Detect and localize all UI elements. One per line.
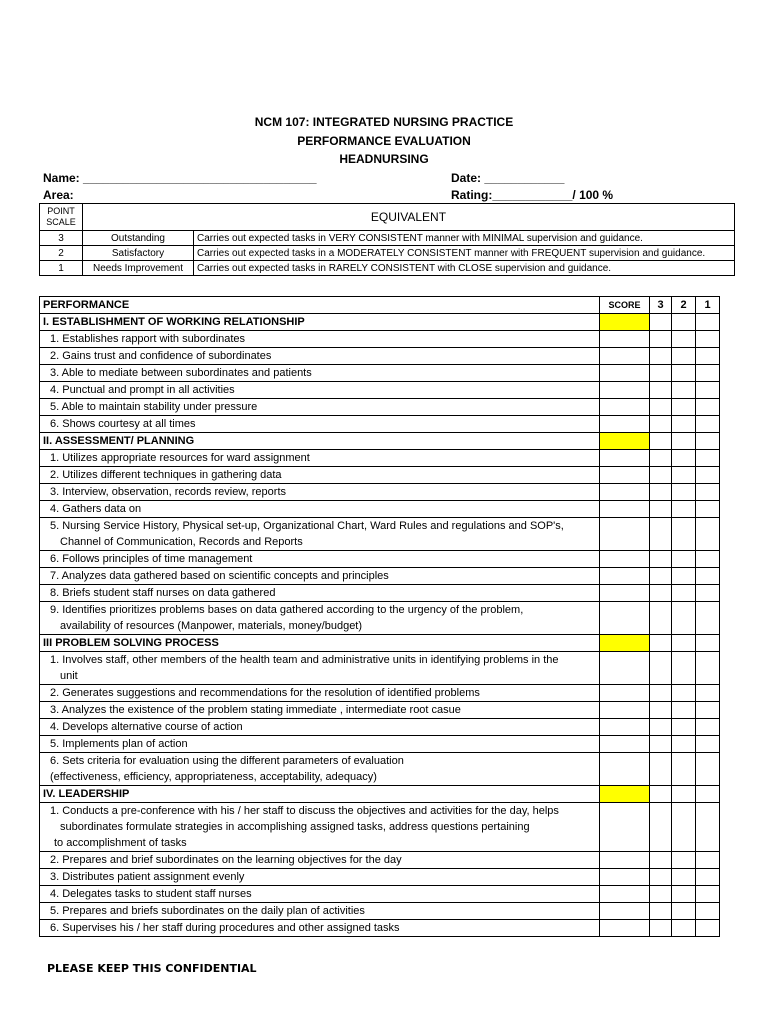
rating-cell-3[interactable]: [650, 903, 672, 920]
table-row: [40, 886, 720, 903]
rating-cell-2[interactable]: [672, 518, 696, 551]
rating-cell-1[interactable]: [696, 685, 720, 702]
criterion-continuation: Channel of Communication, Records and Reports: [60, 536, 303, 548]
score-cell[interactable]: [600, 416, 650, 433]
score-cell[interactable]: [600, 869, 650, 886]
rating-cell-1[interactable]: [696, 467, 720, 484]
score-cell[interactable]: [600, 501, 650, 518]
score-cell[interactable]: [600, 602, 650, 635]
criterion: 3. Able to mediate between subordinates and patients: [40, 365, 600, 382]
table-row: [40, 652, 720, 685]
table-row: [40, 501, 720, 518]
rating-cell-1[interactable]: [696, 736, 720, 753]
rating-cell-1[interactable]: [696, 416, 720, 433]
rating-cell-2[interactable]: [672, 501, 696, 518]
criterion: 3. Distributes patient assignment evenly: [40, 869, 600, 886]
rating-field[interactable]: Rating:____________/ 100 %: [451, 188, 614, 202]
score-header: SCORE: [600, 297, 650, 314]
score-cell[interactable]: [600, 365, 650, 382]
criterion-continuation: availability of resources (Manpower, materials, money/budget): [60, 620, 363, 632]
rating-cell-1[interactable]: [696, 702, 720, 719]
confidential-notice: PLEASE KEEP THIS CONFIDENTIAL: [47, 962, 257, 975]
scale-rating: Satisfactory: [83, 246, 194, 261]
rating-cell-3[interactable]: [650, 551, 672, 568]
criterion: 2. Utilizes different techniques in gathering data: [40, 467, 600, 484]
rating-cell-2[interactable]: [672, 702, 696, 719]
section-title: IV. LEADERSHIP: [40, 786, 600, 803]
criterion: 5. Able to maintain stability under pressure: [40, 399, 600, 416]
criterion-line: 9. Identifies prioritizes problems bases on data gathered according to the urgency of the problem,: [50, 604, 524, 616]
score-cell[interactable]: [600, 702, 650, 719]
criterion-continuation: (effectiveness, efficiency, appropriateness, acceptability, adequacy): [50, 771, 377, 783]
col-1-header: 1: [696, 297, 720, 314]
criterion: 5. Prepares and briefs subordinates on the daily plan of activities: [40, 903, 600, 920]
scale-point: 2: [40, 246, 83, 261]
rating-cell-1[interactable]: [696, 450, 720, 467]
rating-cell-2[interactable]: [672, 803, 696, 852]
point-scale-header: POINT SCALE: [40, 204, 83, 231]
rating-cell-1[interactable]: [696, 433, 720, 450]
rating-cell-3[interactable]: [650, 602, 672, 635]
table-row: [40, 736, 720, 753]
rating-cell-1[interactable]: [696, 869, 720, 886]
point-scale-table: [39, 203, 735, 276]
section-score-cell[interactable]: [600, 786, 650, 803]
rating-cell-1[interactable]: [696, 652, 720, 685]
section-title: I. ESTABLISHMENT OF WORKING RELATIONSHIP: [40, 314, 600, 331]
rating-cell-1[interactable]: [696, 484, 720, 501]
rating-cell-2[interactable]: [672, 753, 696, 786]
rating-cell-3[interactable]: [650, 786, 672, 803]
table-row: [40, 382, 720, 399]
table-row: [40, 869, 720, 886]
table-row: [40, 702, 720, 719]
rating-cell-2[interactable]: [672, 903, 696, 920]
score-cell[interactable]: [600, 585, 650, 602]
rating-cell-1[interactable]: [696, 501, 720, 518]
criterion: [40, 652, 600, 685]
performance-table: [39, 296, 720, 937]
criterion: 6. Shows courtesy at all times: [40, 416, 600, 433]
criterion: 1. Utilizes appropriate resources for ward assignment: [40, 450, 600, 467]
rating-cell-2[interactable]: [672, 348, 696, 365]
table-row: [40, 920, 720, 937]
criterion: 4. Gathers data on: [40, 501, 600, 518]
score-cell[interactable]: [600, 551, 650, 568]
scale-description: Carries out expected tasks in a MODERATELY CONSISTENT manner with FREQUENT supervision and guidance.: [194, 246, 735, 261]
rating-cell-2[interactable]: [672, 365, 696, 382]
section-score-cell[interactable]: [600, 314, 650, 331]
rating-cell-3[interactable]: [650, 652, 672, 685]
rating-cell-2[interactable]: [672, 685, 696, 702]
rating-cell-1[interactable]: [696, 331, 720, 348]
rating-cell-2[interactable]: [672, 450, 696, 467]
score-cell[interactable]: [600, 331, 650, 348]
area-field[interactable]: Area:: [43, 188, 74, 202]
score-cell[interactable]: [600, 450, 650, 467]
rating-cell-1[interactable]: [696, 852, 720, 869]
score-cell[interactable]: [600, 382, 650, 399]
rating-cell-3[interactable]: [650, 702, 672, 719]
rating-cell-1[interactable]: [696, 886, 720, 903]
section-title: II. ASSESSMENT/ PLANNING: [40, 433, 600, 450]
name-field[interactable]: Name: ___________________________________: [43, 171, 317, 185]
table-row: [40, 484, 720, 501]
scale-row: [40, 231, 735, 246]
criterion: 2. Generates suggestions and recommendations for the resolution of identified problems: [40, 685, 600, 702]
rating-cell-3[interactable]: [650, 348, 672, 365]
table-row: [40, 467, 720, 484]
score-cell[interactable]: [600, 886, 650, 903]
criterion-continuation: subordinates formulate strategies in accomplishing assigned tasks, address questions pertaining: [60, 821, 530, 833]
score-cell[interactable]: [600, 484, 650, 501]
criterion-line: 6. Sets criteria for evaluation using the different parameters of evaluation: [50, 755, 404, 767]
table-row: [40, 365, 720, 382]
criterion: [40, 753, 600, 786]
rating-cell-3[interactable]: [650, 382, 672, 399]
rating-cell-3[interactable]: [650, 869, 672, 886]
section-title: III PROBLEM SOLVING PROCESS: [40, 635, 600, 652]
criterion: 4. Punctual and prompt in all activities: [40, 382, 600, 399]
scale-description: Carries out expected tasks in RARELY CONSISTENT with CLOSE supervision and guidance.: [194, 261, 735, 276]
score-cell[interactable]: [600, 719, 650, 736]
rating-cell-1[interactable]: [696, 903, 720, 920]
col-3-header: 3: [650, 297, 672, 314]
rating-cell-3[interactable]: [650, 585, 672, 602]
course-title: NCM 107: INTEGRATED NURSING PRACTICE: [254, 115, 514, 129]
rating-cell-3[interactable]: [650, 886, 672, 903]
scale-rating: Needs Improvement: [83, 261, 194, 276]
rating-cell-2[interactable]: [672, 399, 696, 416]
criterion-continuation: unit: [60, 670, 78, 682]
criterion: 1. Establishes rapport with subordinates: [40, 331, 600, 348]
table-row: [40, 518, 720, 551]
rating-cell-2[interactable]: [672, 602, 696, 635]
document-title: PERFORMANCE EVALUATION: [297, 134, 471, 148]
rating-cell-3[interactable]: [650, 331, 672, 348]
criterion: 7. Analyzes data gathered based on scientific concepts and principles: [40, 568, 600, 585]
rating-cell-1[interactable]: [696, 399, 720, 416]
section-row: [40, 433, 720, 450]
rating-cell-2[interactable]: [672, 568, 696, 585]
rating-cell-3[interactable]: [650, 365, 672, 382]
rating-cell-1[interactable]: [696, 365, 720, 382]
rating-cell-2[interactable]: [672, 382, 696, 399]
table-row: [40, 685, 720, 702]
criterion: 2. Prepares and brief subordinates on the learning objectives for the day: [40, 852, 600, 869]
scale-description: Carries out expected tasks in VERY CONSISTENT manner with MINIMAL supervision and guidance.: [194, 231, 735, 246]
score-cell[interactable]: [600, 568, 650, 585]
rating-cell-2[interactable]: [672, 786, 696, 803]
rating-cell-2[interactable]: [672, 467, 696, 484]
rating-cell-2[interactable]: [672, 331, 696, 348]
criterion: 2. Gains trust and confidence of subordinates: [40, 348, 600, 365]
rating-cell-2[interactable]: [672, 314, 696, 331]
score-cell[interactable]: [600, 920, 650, 937]
rating-cell-2[interactable]: [672, 920, 696, 937]
rating-cell-1[interactable]: [696, 314, 720, 331]
scale-point: 1: [40, 261, 83, 276]
rating-cell-1[interactable]: [696, 518, 720, 551]
rating-cell-3[interactable]: [650, 803, 672, 852]
score-cell[interactable]: [600, 685, 650, 702]
table-row: [40, 803, 720, 852]
criterion: [40, 803, 600, 852]
rating-cell-3[interactable]: [650, 518, 672, 551]
rating-cell-1[interactable]: [696, 635, 720, 652]
score-cell[interactable]: [600, 348, 650, 365]
table-row: [40, 852, 720, 869]
score-cell[interactable]: [600, 852, 650, 869]
scale-row: [40, 261, 735, 276]
score-cell[interactable]: [600, 903, 650, 920]
table-row: [40, 753, 720, 786]
score-cell[interactable]: [600, 399, 650, 416]
equivalent-header: EQUIVALENT: [83, 204, 735, 231]
rating-cell-2[interactable]: [672, 736, 696, 753]
rating-cell-3[interactable]: [650, 450, 672, 467]
rating-cell-1[interactable]: [696, 719, 720, 736]
rating-cell-2[interactable]: [672, 585, 696, 602]
score-cell[interactable]: [600, 467, 650, 484]
section-row: [40, 314, 720, 331]
rating-cell-3[interactable]: [650, 433, 672, 450]
rating-cell-1[interactable]: [696, 920, 720, 937]
rating-cell-3[interactable]: [650, 501, 672, 518]
rating-cell-1[interactable]: [696, 585, 720, 602]
table-row: [40, 348, 720, 365]
rating-cell-1[interactable]: [696, 803, 720, 852]
rating-cell-1[interactable]: [696, 568, 720, 585]
section-score-cell[interactable]: [600, 433, 650, 450]
rating-cell-3[interactable]: [650, 484, 672, 501]
score-cell[interactable]: [600, 753, 650, 786]
criterion: 5. Implements plan of action: [40, 736, 600, 753]
table-row: [40, 450, 720, 467]
scale-rating: Outstanding: [83, 231, 194, 246]
performance-header: PERFORMANCE: [40, 297, 600, 314]
table-row: [40, 331, 720, 348]
document-subtitle: HEADNURSING: [339, 152, 429, 166]
col-2-header: 2: [672, 297, 696, 314]
rating-cell-3[interactable]: [650, 399, 672, 416]
rating-cell-2[interactable]: [672, 719, 696, 736]
rating-cell-2[interactable]: [672, 852, 696, 869]
rating-cell-2[interactable]: [672, 886, 696, 903]
criterion-continuation: to accomplishment of tasks: [54, 837, 187, 849]
criterion: [40, 602, 600, 635]
rating-cell-2[interactable]: [672, 652, 696, 685]
table-row: [40, 416, 720, 433]
criterion: 3. Analyzes the existence of the problem stating immediate , intermediate root casue: [40, 702, 600, 719]
rating-cell-2[interactable]: [672, 433, 696, 450]
rating-cell-3[interactable]: [650, 568, 672, 585]
score-cell[interactable]: [600, 736, 650, 753]
rating-cell-3[interactable]: [650, 852, 672, 869]
section-row: [40, 635, 720, 652]
criterion-line: 1. Conducts a pre-conference with his / her staff to discuss the objectives and activities for the day, helps: [50, 805, 559, 817]
table-row: [40, 551, 720, 568]
rating-cell-1[interactable]: [696, 602, 720, 635]
rating-cell-1[interactable]: [696, 753, 720, 786]
criterion: [40, 518, 600, 551]
rating-cell-3[interactable]: [650, 719, 672, 736]
rating-cell-1[interactable]: [696, 348, 720, 365]
rating-cell-1[interactable]: [696, 786, 720, 803]
rating-cell-3[interactable]: [650, 685, 672, 702]
rating-cell-3[interactable]: [650, 753, 672, 786]
scale-point: 3: [40, 231, 83, 246]
table-row: [40, 719, 720, 736]
criterion-line: 1. Involves staff, other members of the health team and administrative units in identifying problems in the: [50, 654, 559, 666]
rating-cell-3[interactable]: [650, 635, 672, 652]
score-cell[interactable]: [600, 518, 650, 551]
table-row: [40, 568, 720, 585]
criterion: 8. Briefs student staff nurses on data gathered: [40, 585, 600, 602]
rating-cell-3[interactable]: [650, 736, 672, 753]
table-row: [40, 903, 720, 920]
section-row: [40, 786, 720, 803]
date-field[interactable]: Date: ____________: [451, 171, 565, 185]
rating-cell-2[interactable]: [672, 551, 696, 568]
scale-row: [40, 246, 735, 261]
table-row: [40, 585, 720, 602]
score-cell[interactable]: [600, 803, 650, 852]
rating-cell-3[interactable]: [650, 314, 672, 331]
table-row: [40, 602, 720, 635]
rating-cell-2[interactable]: [672, 484, 696, 501]
table-row: [40, 399, 720, 416]
criterion: 6. Supervises his / her staff during procedures and other assigned tasks: [40, 920, 600, 937]
rating-cell-1[interactable]: [696, 551, 720, 568]
rating-cell-3[interactable]: [650, 416, 672, 433]
criterion: 3. Interview, observation, records review, reports: [40, 484, 600, 501]
rating-cell-3[interactable]: [650, 920, 672, 937]
rating-cell-1[interactable]: [696, 382, 720, 399]
rating-cell-3[interactable]: [650, 467, 672, 484]
criterion: 4. Develops alternative course of action: [40, 719, 600, 736]
score-cell[interactable]: [600, 652, 650, 685]
rating-cell-2[interactable]: [672, 869, 696, 886]
criterion: 6. Follows principles of time management: [40, 551, 600, 568]
rating-cell-2[interactable]: [672, 635, 696, 652]
rating-cell-2[interactable]: [672, 416, 696, 433]
criterion-line: 5. Nursing Service History, Physical set-up, Organizational Chart, Ward Rules and regulations and SOP's,: [50, 520, 564, 532]
section-score-cell[interactable]: [600, 635, 650, 652]
criterion: 4. Delegates tasks to student staff nurses: [40, 886, 600, 903]
